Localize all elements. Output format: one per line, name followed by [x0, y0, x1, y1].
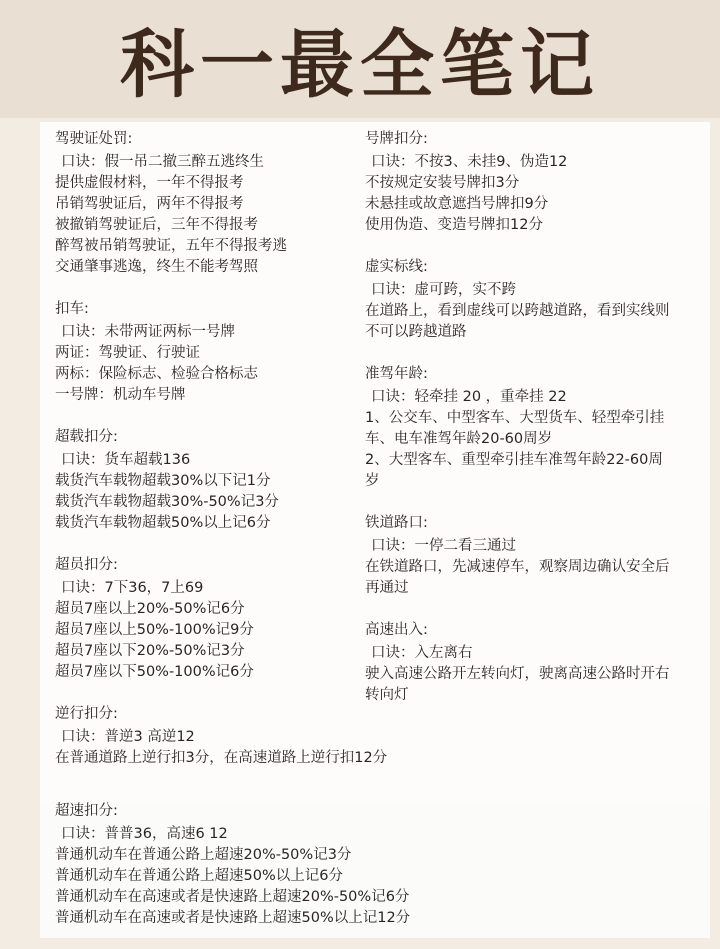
note-line: 一号牌：机动车号牌: [55, 387, 186, 403]
section-heading: 号牌扣分:: [365, 131, 428, 147]
section-speeding: [55, 800, 695, 929]
note-line: 吊销驾驶证后，两年不得报考: [55, 196, 244, 212]
section-vehicle-detain: [55, 298, 360, 406]
mnemonic-line: 口诀：不按3、未挂9、伪造12: [371, 154, 568, 170]
mnemonic-line: 口诀：虚可跨，实不跨: [371, 282, 516, 298]
note-line: 载货汽车载物超载50%以上记6分: [55, 515, 271, 531]
note-line: 载货汽车载物超载30%以下记1分: [55, 473, 271, 489]
section-license-penalty: [55, 128, 360, 278]
section-highway-entry-exit: [365, 619, 670, 706]
section-overcrowd: [55, 554, 360, 683]
page-title: 科一最全笔记: [120, 22, 600, 108]
section-heading: 虚实标线:: [365, 259, 428, 275]
bottom-section: [55, 800, 695, 949]
note-line: 普通机动车在高速或者是快速路上超速20%-50%记6分: [55, 889, 410, 905]
section-heading: 超载扣分:: [55, 429, 118, 445]
title-banner: [0, 0, 720, 118]
note-line: 1、公交车、中型客车、大型货车、轻型牵引挂车、电车准驾年龄20-60周岁: [365, 410, 665, 447]
left-column: [55, 128, 388, 789]
note-line: 两标：保险标志、检验合格标志: [55, 366, 258, 382]
mnemonic-line: 口诀：一停二看三通过: [371, 538, 516, 554]
note-line: 使用伪造、变造号牌扣12分: [365, 217, 543, 233]
section-heading: 逆行扣分:: [55, 706, 118, 722]
note-line: 驶入高速公路开左转向灯，驶离高速公路时开右转向灯: [365, 666, 670, 703]
note-line: 超员7座以上50%-100%记9分: [55, 622, 254, 638]
note-line: 普通机动车在普通公路上超速50%以上记6分: [55, 868, 343, 884]
section-heading: 高速出入:: [365, 622, 428, 638]
note-line: 交通肇事逃逸，终生不能考驾照: [55, 259, 258, 275]
note-line: 提供虚假材料，一年不得报考: [55, 175, 244, 191]
section-heading: 超员扣分:: [55, 557, 118, 573]
note-line: 超员7座以下20%-50%记3分: [55, 643, 245, 659]
note-line: 普通机动车在高速或者是快速路上超速50%以上记12分: [55, 910, 411, 926]
section-railway-crossing: [365, 512, 670, 599]
section-overload: [55, 426, 360, 534]
note-line: 普通机动车在普通公路上超速20%-50%记3分: [55, 847, 352, 863]
section-heading: 准驾年龄:: [365, 366, 428, 382]
mnemonic-line: 口诀：轻牵挂 20 ，重牵挂 22: [371, 389, 567, 405]
section-lane-lines: [365, 256, 670, 343]
mnemonic-line: 口诀：入左离右: [371, 645, 473, 661]
mnemonic-line: 口诀：普普36，高速6 12: [61, 826, 228, 842]
mnemonic-line: 口诀：未带两证两标一号牌: [61, 324, 235, 340]
note-line: 醉驾被吊销驾驶证，五年不得报考逃: [55, 238, 287, 254]
right-column: [365, 128, 670, 726]
note-line: 被撤销驾驶证后，三年不得报考: [55, 217, 258, 233]
mnemonic-line: 口诀：货车超载136: [61, 452, 191, 468]
section-heading: 驾驶证处罚:: [55, 131, 133, 147]
note-line: 未悬挂或故意遮挡号牌扣9分: [365, 196, 549, 212]
section-heading: 超速扣分:: [55, 803, 118, 819]
section-wrong-way: [55, 703, 388, 769]
note-line: 在普通道路上逆行扣3分，在高速道路上逆行扣12分: [55, 750, 388, 766]
section-heading: 扣车:: [55, 301, 89, 317]
mnemonic-line: 口诀：7下36，7上69: [61, 580, 204, 596]
note-line: 载货汽车载物超载30%-50%记3分: [55, 494, 279, 510]
section-driving-age: [365, 363, 670, 492]
mnemonic-line: 口诀：普逆3 高逆12: [61, 729, 195, 745]
section-plate: [365, 128, 670, 236]
note-line: 不按规定安装号牌扣3分: [365, 175, 520, 191]
section-heading: 铁道路口:: [365, 515, 428, 531]
note-line: 在道路上，看到虚线可以跨越道路，看到实线则不可以跨越道路: [365, 303, 670, 340]
note-line: 在铁道路口，先减速停车，观察周边确认安全后再通过: [365, 559, 670, 596]
note-line: 两证：驾驶证、行驶证: [55, 345, 200, 361]
mnemonic-line: 口诀：假一吊二撤三醉五逃终生: [61, 154, 264, 170]
note-line: 2、大型客车、重型牵引挂车准驾年龄22-60周岁: [365, 452, 663, 489]
note-line: 超员7座以下50%-100%记6分: [55, 664, 254, 680]
note-line: 超员7座以上20%-50%记6分: [55, 601, 245, 617]
